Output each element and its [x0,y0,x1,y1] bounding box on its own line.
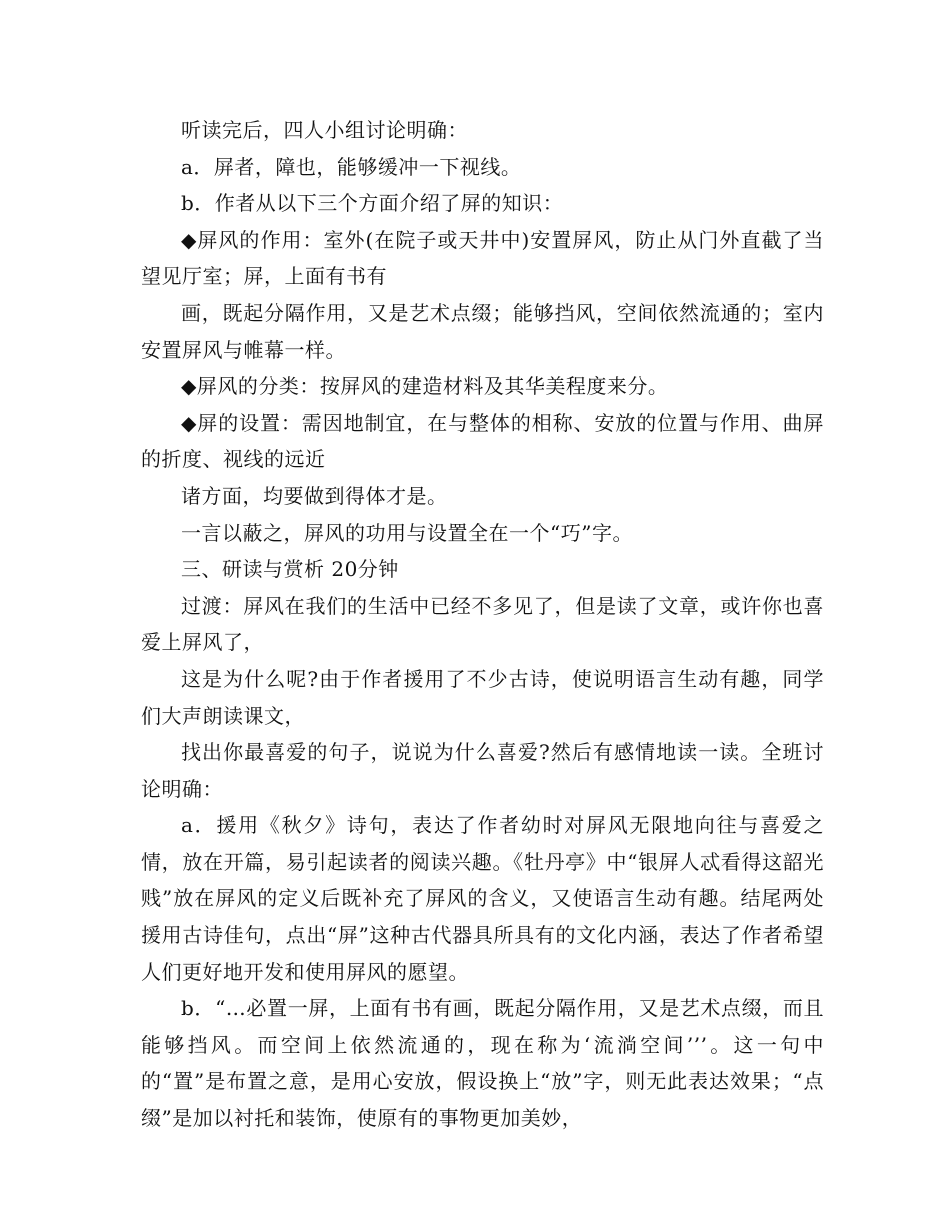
section-heading-reading-analysis: 三、研读与赏析 20分钟 [181,557,399,582]
document-body [141,112,824,1137]
paragraph-screen-function: ◆屏风的作用：室外(在院子或天井中)安置屏风，防止从门外直截了当望见厅室；屏，上面有书有 [141,227,824,289]
paragraph-point-a-definition: a．屏者，障也，能够缓冲一下视线。 [181,154,522,179]
paragraph-screen-function-continued: 画，既起分隔作用，又是艺术点缀；能够挡风，空间依然流通的；室内安置屏风与帷幕一样。 [141,300,824,362]
paragraph-transition: 过渡：屏风在我们的生活中已经不多见了，但是读了文章，或许你也喜爱上屏风了， [141,593,824,655]
paragraph-screen-setting-continued: 诸方面，均要做到得体才是。 [181,483,448,508]
paragraph-analysis-b: b．“…必置一屏，上面有书有画，既起分隔作用，又是艺术点缀，而且能够挡风。而空间上依然流通的，现在称为‘流淌空间’’’。这一句中的“置”是布置之意，是用心安放，假设换上“放”字，则无此表达效果；“点缀”是加以衬托和装饰，使原有的事物更加美妙， [141,996,824,1131]
paragraph-question: 这是为什么呢?由于作者援用了不少古诗，使说明语言生动有趣，同学们大声朗读课文， [141,666,824,728]
paragraph-point-b-intro: b．作者从以下三个方面介绍了屏的知识： [181,191,564,216]
paragraph-screen-classification: ◆屏风的分类：按屏风的建造材料及其华美程度来分。 [181,374,669,399]
paragraph-screen-setting: ◆屏的设置：需因地制宜，在与整体的相称、安放的位置与作用、曲屏的折度、视线的远近 [141,410,824,472]
paragraph-analysis-a: a．援用《秋夕》诗句，表达了作者幼时对屏风无限地向往与喜爱之情，放在开篇，易引起读者的阅读兴趣。《牡丹亭》中“银屏人忒看得这韶光贱”放在屏风的定义后既补充了屏风的含义，又使语言生动有趣。结尾两处援用古诗佳句，点出“屏”这种古代器具所具有的文化内涵，表达了作者希望人们更好地开发和使用屏风的愿望。 [141,813,824,984]
paragraph-task: 找出你最喜爱的句子，说说为什么喜爱?然后有感情地读一读。全班讨论明确： [141,740,824,801]
paragraph-summary: 一言以蔽之，屏风的功用与设置全在一个“巧”字。 [181,520,633,545]
paragraph-discussion-intro: 听读完后，四人小组讨论明确： [181,118,468,142]
